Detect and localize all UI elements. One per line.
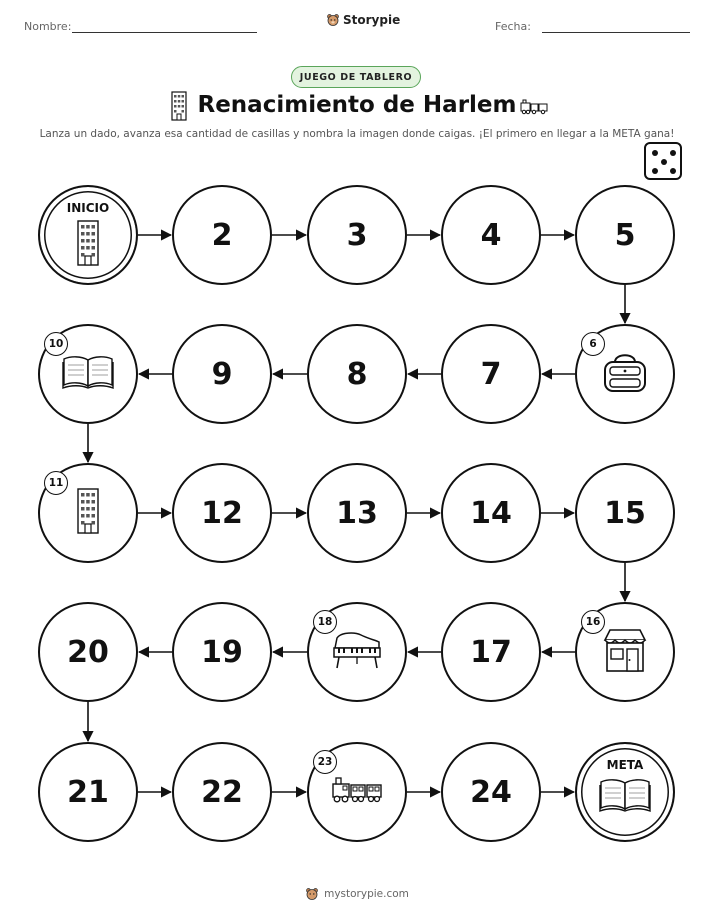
space-number: 12: [201, 495, 243, 531]
board-space: [38, 463, 138, 563]
building-icon: [76, 488, 100, 538]
book-icon: [61, 354, 115, 394]
board-space: [172, 185, 272, 285]
shop-icon: [602, 627, 648, 677]
page-title: Renacimiento de Harlem: [197, 92, 517, 118]
space-number: 19: [201, 634, 243, 670]
space-number-badge: 16: [581, 610, 605, 634]
board-space: [307, 602, 407, 702]
board-space: [38, 324, 138, 424]
board-space: [172, 742, 272, 842]
board-space: [172, 324, 272, 424]
space-number-badge: 18: [313, 610, 337, 634]
footer: [0, 887, 714, 901]
space-number: 24: [470, 774, 512, 810]
space-number: 2: [211, 217, 233, 253]
footer-url: mystorypie.com: [324, 888, 409, 900]
name-label: Nombre:: [24, 20, 72, 33]
train-icon: [331, 776, 383, 808]
space-number: 4: [480, 217, 502, 253]
space-number: 7: [480, 356, 502, 392]
space-number: 17: [470, 634, 512, 670]
category-badge: JUEGO DE TABLERO: [291, 66, 421, 88]
bag-icon: [600, 350, 650, 398]
board-space: [307, 463, 407, 563]
space-number-badge: 11: [44, 471, 68, 495]
board-space: [441, 185, 541, 285]
space-number: 21: [67, 774, 109, 810]
board-space: [575, 185, 675, 285]
board-space: [441, 602, 541, 702]
board-space: [172, 463, 272, 563]
finish-label: META: [606, 758, 644, 772]
space-number: 3: [346, 217, 368, 253]
space-number: 15: [604, 495, 646, 531]
space-number-badge: 23: [313, 750, 337, 774]
building-icon: [76, 220, 100, 270]
brand-name: Storypie: [343, 13, 401, 27]
board-space: [575, 463, 675, 563]
date-label: Fecha:: [495, 20, 531, 33]
board-space: [441, 324, 541, 424]
board-space: [172, 602, 272, 702]
space-number: 13: [336, 495, 378, 531]
space-number-badge: 6: [581, 332, 605, 356]
board-space: [441, 742, 541, 842]
space-number: 22: [201, 774, 243, 810]
board-space: [575, 324, 675, 424]
finish-space: [575, 742, 675, 842]
start-space: [38, 185, 138, 285]
piano-icon: [331, 630, 383, 674]
space-number: 5: [614, 217, 636, 253]
space-number-badge: 10: [44, 332, 68, 356]
board-space: [441, 463, 541, 563]
board-space: [38, 602, 138, 702]
bear-mascot-icon: [305, 887, 319, 901]
board-space: [307, 324, 407, 424]
instructions-text: Lanza un dado, avanza esa cantidad de casillas y nombra la imagen donde caigas. ¡El primero en llegar a la META gana!: [39, 128, 675, 140]
start-label: INICIO: [66, 201, 110, 215]
space-number: 14: [470, 495, 512, 531]
space-number: 9: [211, 356, 233, 392]
book-icon: [598, 777, 652, 817]
space-number: 20: [67, 634, 109, 670]
board-space: [307, 742, 407, 842]
board-space: [307, 185, 407, 285]
space-number: 8: [346, 356, 368, 392]
board-space: [575, 602, 675, 702]
board-space: [38, 742, 138, 842]
